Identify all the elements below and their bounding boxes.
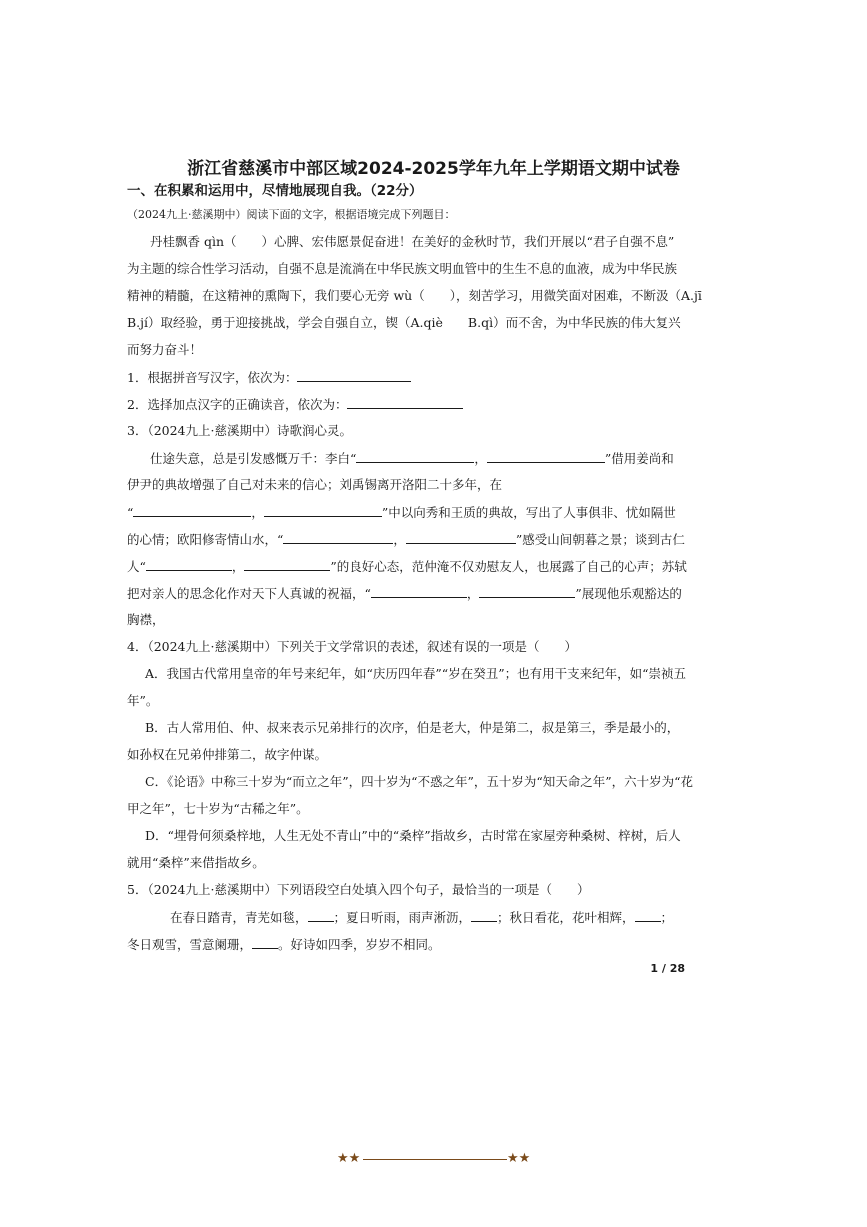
q5-line bbox=[127, 936, 737, 953]
q3-line bbox=[150, 450, 760, 467]
q4-heading: 4．（2024九上·慈溪期中）下列关于文学常识的表述，叙述有误的一项是（ ） bbox=[127, 639, 577, 654]
q3-line bbox=[127, 558, 737, 575]
q5-text: ；夏日听雨，雨声淅沥， bbox=[333, 910, 472, 925]
q4-option-c-cont: 甲之年”，七十岁为“古稀之年”。 bbox=[127, 801, 309, 816]
fill-blank[interactable] bbox=[471, 909, 497, 922]
poem-blank[interactable] bbox=[406, 531, 516, 544]
star-icon: ★★ bbox=[507, 1151, 531, 1166]
q4-option-a-cont: 年”。 bbox=[127, 693, 159, 708]
q3-text: ， bbox=[466, 586, 480, 601]
poem-blank[interactable] bbox=[356, 450, 474, 463]
q3-line bbox=[127, 531, 737, 548]
q3-line: 伊尹的典故增强了自己对未来的信心；刘禹锡离开洛阳二十多年，在 bbox=[127, 477, 503, 492]
q3-text: ， bbox=[474, 451, 487, 466]
q5-text: 冬日观雪，雪意阑珊， bbox=[127, 937, 253, 952]
q3-text: 的心情；欧阳修寄情山水，“ bbox=[127, 532, 284, 547]
q3-heading: 3．（2024九上·慈溪期中）诗歌润心灵。 bbox=[127, 423, 352, 438]
passage-line: 为主题的综合性学习活动，自强不息是流淌在中华民族文明血管中的生生不息的血液，成为中华民族 bbox=[127, 261, 678, 276]
star-icon: ★★ bbox=[337, 1151, 361, 1166]
poem-blank[interactable] bbox=[133, 504, 251, 517]
q3-text: ”中以向秀和王质的典故，写出了人事俱非、忧如隔世 bbox=[381, 505, 676, 520]
q1-intro: （2024九上·慈溪期中）阅读下面的文字，根据语境完成下列题目： bbox=[127, 208, 456, 221]
poem-blank[interactable] bbox=[283, 531, 393, 544]
q3-line: 胸襟， bbox=[127, 612, 165, 627]
q5-line bbox=[170, 909, 780, 926]
q4-option-a: A．我国古代常用皇帝的年号来纪年，如“庆历四年春”“岁在癸丑”；也有用干支来纪年，如“崇祯五 bbox=[145, 666, 686, 681]
fill-blank[interactable] bbox=[308, 909, 334, 922]
footer-rule bbox=[363, 1159, 507, 1160]
q3-text: 仕途失意，总是引发感慨万千：李白“ bbox=[150, 451, 357, 466]
q5-text: 。好诗如四季，岁岁不相同。 bbox=[278, 937, 441, 952]
q3-text: “ bbox=[127, 505, 134, 520]
poem-blank[interactable] bbox=[371, 585, 467, 598]
section-heading-1: 一、在积累和运用中，尽情地展现自我。（22分） bbox=[127, 183, 423, 199]
q3-text: ”感受山间朝暮之景；谈到古仁 bbox=[515, 532, 685, 547]
q4-option-d: D．“埋骨何须桑梓地，人生无处不青山”中的“桑梓”指故乡，古时常在家屋旁种桑树、梓树，后人 bbox=[145, 828, 681, 843]
q3-text: ， bbox=[231, 559, 245, 574]
q5-text: ； bbox=[660, 910, 674, 925]
passage-line: 而努力奋斗！ bbox=[127, 342, 203, 357]
poem-blank[interactable] bbox=[479, 585, 575, 598]
q3-text: 人“ bbox=[127, 559, 146, 574]
q3-text: ， bbox=[251, 505, 264, 520]
q5-heading: 5．（2024九上·慈溪期中）下列语段空白处填入四个句子，最恰当的一项是（ ） bbox=[127, 882, 590, 897]
answer-blank[interactable] bbox=[297, 369, 411, 382]
exam-title: 浙江省慈溪市中部区域2024-2025学年九年上学期语文期中试卷 bbox=[187, 159, 680, 179]
q3-text: ”的良好心态，范仲淹不仅劝慰友人，也展露了自己的心声；苏轼 bbox=[330, 559, 687, 574]
q3-text: ”借用姜尚和 bbox=[604, 451, 674, 466]
poem-blank[interactable] bbox=[146, 558, 232, 571]
passage-line: 精神的精髓，在这精神的熏陶下，我们要心无旁 wù（ ），刻苦学习，用微笑面对困难，不断汲（A.jī bbox=[127, 288, 702, 303]
q1-subquestion-2 bbox=[127, 396, 737, 413]
q3-line bbox=[127, 504, 737, 521]
q1-subquestion-1 bbox=[127, 369, 737, 386]
passage-line: 丹桂飘香 qìn（ ）心脾、宏伟愿景促奋进！在美好的金秋时节，我们开展以“君子自强不息” bbox=[150, 234, 675, 249]
footer-ornament bbox=[337, 1151, 533, 1167]
q5-text: 在春日踏青，青芜如毯， bbox=[170, 910, 308, 925]
q1-2-text: 2．选择加点汉字的正确读音，依次为： bbox=[127, 397, 348, 412]
fill-blank[interactable] bbox=[635, 909, 661, 922]
poem-blank[interactable] bbox=[487, 450, 605, 463]
poem-blank[interactable] bbox=[264, 504, 382, 517]
q3-text: ， bbox=[393, 532, 406, 547]
page-number: 1 / 28 bbox=[650, 962, 685, 975]
q3-text: 把对亲人的思念化作对天下人真诚的祝福，“ bbox=[127, 586, 371, 601]
q4-option-d-cont: 就用“桑梓”来借指故乡。 bbox=[127, 855, 265, 870]
q3-line bbox=[127, 585, 737, 602]
q4-option-c: C．《论语》中称三十岁为“而立之年”，四十岁为“不惑之年”，五十岁为“知天命之年”，六十岁为“花 bbox=[145, 774, 694, 789]
q1-1-text: 1．根据拼音写汉字，依次为： bbox=[127, 370, 298, 385]
passage-line: B.jí）取经验，勇于迎接挑战，学会自强自立，锲（A.qiè B.qì）而不舍，为中华民族的伟大复兴 bbox=[127, 315, 681, 330]
q4-option-b-cont: 如孙权在兄弟仲排第二，故字仲谋。 bbox=[127, 747, 328, 762]
poem-blank[interactable] bbox=[244, 558, 330, 571]
q3-text: ”展现他乐观豁达的 bbox=[575, 586, 682, 601]
q4-option-b: B．古人常用伯、仲、叔来表示兄弟排行的次序，伯是老大，仲是第二，叔是第三，季是最小的， bbox=[145, 720, 680, 735]
answer-blank[interactable] bbox=[347, 396, 463, 409]
fill-blank[interactable] bbox=[252, 936, 278, 949]
q5-text: ；秋日看花，花叶相辉， bbox=[497, 910, 635, 925]
